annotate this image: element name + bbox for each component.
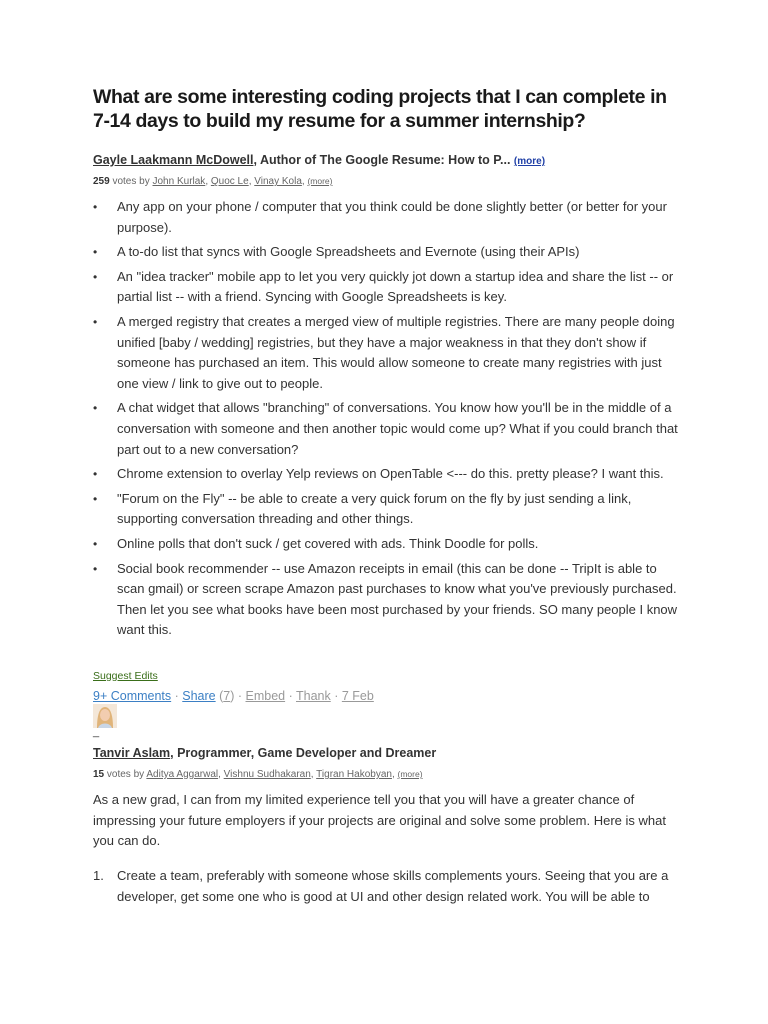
answer2-author-line (93, 746, 436, 760)
list-item: • A chat widget that allows "branching" of conversations. You know how you'll be in the middle of a conversation with someone and then another topic would come up? What if you could branch that part out to a new conversation? (93, 398, 683, 460)
answer2-voter[interactable]: Aditya Aggarwal (146, 769, 219, 780)
answer2-votes-by-label: votes by (106, 769, 145, 780)
list-item: • An "idea tracker" mobile app to let you very quickly jot down a startup idea and share the list -- or partial list -- with a friend. Syncing with Google Spreadsheets is key. (93, 267, 683, 308)
answer2-voters-more-link[interactable]: (more) (397, 769, 423, 779)
list-item: • A merged registry that creates a merged view of multiple registries. There are many people doing unified [baby / wedding] registries, but they have a major weakness in that they don't show if someone has purchased an item. This would allow someone to create many registries with just one view / link to give out to people. (93, 312, 683, 394)
list-item: • A to-do list that syncs with Google Spreadsheets and Evernote (using their APIs) (93, 242, 683, 263)
answer1-bullet-list (93, 197, 683, 645)
answer2-votes-line: 15 votes by Aditya Aggarwal, Vishnu Sudhakaran, Tigran Hakobyan, (more) (93, 769, 423, 780)
answer2-voter[interactable]: Vishnu Sudhakaran (223, 769, 311, 780)
separator-underscore: _ (93, 726, 100, 738)
share-link[interactable]: Share (182, 689, 216, 703)
share-count: 7 (223, 689, 231, 703)
answer1-action-bar: 9+ Comments · Share (7) · Embed · Thank · 7 Feb (93, 689, 374, 703)
answer1-author-line (93, 153, 545, 167)
comments-link[interactable]: 9+ Comments (93, 689, 172, 703)
list-item: • "Forum on the Fly" -- be able to create a very quick forum on the fly by just sending a link, supporting conversation threading and other things. (93, 489, 683, 530)
date-link[interactable]: 7 Feb (341, 689, 374, 703)
answer2-author-bio: , Programmer, Game Developer and Dreamer (170, 746, 437, 760)
question-title: What are some interesting coding projects that I can complete in 7-14 days to build my resume for a summer internship? (93, 86, 667, 132)
list-item: • Online polls that don't suck / get covered with ads. Think Doodle for polls. (93, 534, 683, 555)
answer1-voter[interactable]: John Kurlak (152, 176, 206, 187)
list-item: • Chrome extension to overlay Yelp reviews on OpenTable <--- do this. pretty please? I want this. (93, 464, 683, 485)
answer1-author-name[interactable]: Gayle Laakmann McDowell (93, 153, 254, 167)
answer1-voters-more-link[interactable]: (more) (307, 176, 333, 186)
answer1-bio-more-link[interactable]: (more) (513, 156, 546, 167)
list-item (93, 866, 683, 907)
answer1-vote-count: 259 (93, 176, 110, 187)
list-item: • Any app on your phone / computer that you think could be done slightly better (or better for your purpose). (93, 197, 683, 238)
list-item-number: 1. (93, 868, 104, 883)
answer1-voter[interactable]: Quoc Le (210, 176, 249, 187)
answer1-votes-line: 259 votes by John Kurlak, Quoc Le, Vinay Kola, (more) (93, 176, 333, 187)
answer1-author-bio: , Author of The Google Resume: How to P... (253, 153, 511, 167)
answer1-voter[interactable]: Vinay Kola (254, 176, 302, 187)
answer2-author-name[interactable]: Tanvir Aslam (93, 746, 171, 760)
answer2-voter[interactable]: Tigran Hakobyan (316, 769, 392, 780)
answer2-vote-count: 15 (93, 769, 105, 780)
avatar-portrait-icon (93, 704, 117, 728)
list-item: • Social book recommender -- use Amazon receipts in email (this can be done -- TripIt is able to scan gmail) or screen scrape Amazon past purchases to know what you've previously purchased. Then let you see what books have been most purchased by your friends. SO many people I know want this. (93, 559, 683, 641)
thank-link[interactable]: Thank (296, 689, 331, 703)
list-item-text: Create a team, preferably with someone whose skills complements yours. Seeing that you are a developer, get some one who is good at UI and other design related work. You will be able to (117, 868, 669, 904)
answer2-numbered-list (93, 866, 683, 907)
suggest-edits-link[interactable]: Suggest Edits (93, 670, 158, 682)
answer1-votes-by-label: votes by (112, 176, 150, 187)
embed-link[interactable]: Embed (245, 689, 286, 703)
answer2-intro: As a new grad, I can from my limited experience tell you that you will have a greater chance of impressing your future employers if your projects are original and solve some problem. Here is what you can do. (93, 792, 666, 849)
avatar[interactable] (93, 704, 117, 728)
